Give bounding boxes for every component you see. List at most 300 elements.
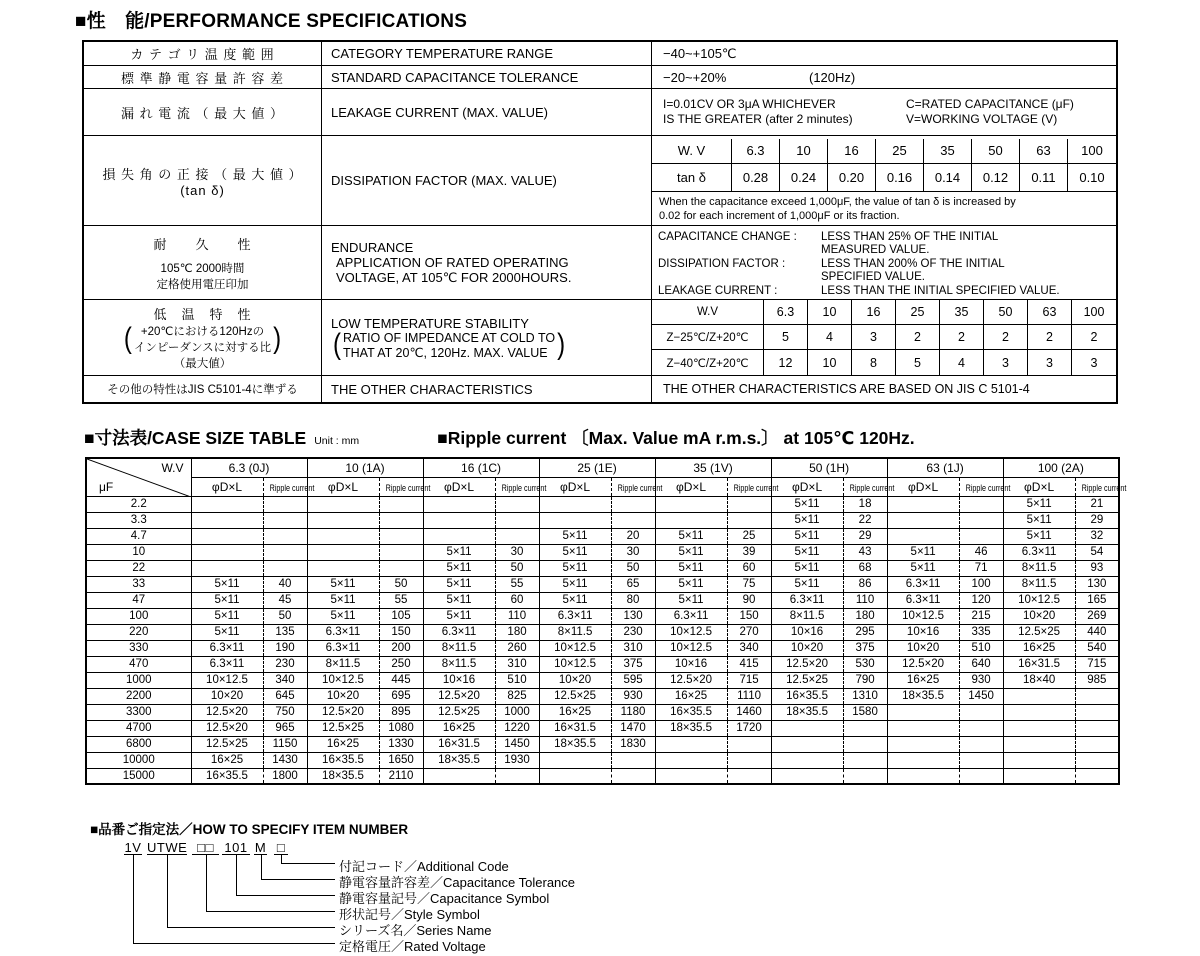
case-table-row <box>86 688 1119 704</box>
wv-voltage: 16 <box>828 139 876 164</box>
endurance-value-cell <box>652 226 1116 299</box>
case-cell-ripple <box>263 560 307 576</box>
case-cell-ripple <box>1075 752 1119 768</box>
case-cell-ripple: 790 <box>843 672 887 688</box>
case-cell-size: 6.3×11 <box>655 608 727 624</box>
lowtemp-label-en <box>322 300 652 375</box>
case-cell-size: 8×11.5 <box>307 656 379 672</box>
tan-delta-label: tan δ <box>652 164 732 192</box>
case-cell-size: 12.5×25 <box>771 672 843 688</box>
case-cell-size: 6.3×11 <box>191 656 263 672</box>
case-cell-ripple <box>843 752 887 768</box>
case-cell-ripple: 130 <box>611 608 655 624</box>
case-cell-ripple <box>727 768 771 784</box>
case-cell-size <box>1003 736 1075 752</box>
case-cell-ripple: 180 <box>495 624 539 640</box>
case-cell-size: 8×11.5 <box>771 608 843 624</box>
case-cell-ripple: 1220 <box>495 720 539 736</box>
case-row-uf: 2.2 <box>86 496 191 512</box>
case-cell-ripple <box>959 720 1003 736</box>
case-cell-ripple: 375 <box>611 656 655 672</box>
case-cell-size: 5×11 <box>1003 512 1075 528</box>
case-cell-ripple <box>959 528 1003 544</box>
wv-voltage: 50 <box>972 139 1020 164</box>
case-size-title: ■寸法表/CASE SIZE TABLE <box>84 428 307 448</box>
tolerance-value-cell <box>652 66 1116 88</box>
endurance-en-line2: APPLICATION OF RATED OPERATING <box>336 254 569 270</box>
wv-voltage: 63 <box>1020 139 1068 164</box>
case-table-row <box>86 656 1119 672</box>
case-cell-size: 5×11 <box>539 544 611 560</box>
case-cell-ripple: 310 <box>495 656 539 672</box>
case-cell-ripple <box>379 544 423 560</box>
item-number-token: □□ <box>192 840 219 855</box>
case-cell-ripple <box>263 528 307 544</box>
case-cell-ripple: 150 <box>727 608 771 624</box>
case-cell-size: 5×11 <box>771 560 843 576</box>
case-cell-ripple: 22 <box>843 512 887 528</box>
wv-voltage: 100 <box>1068 139 1116 164</box>
case-cell-ripple: 715 <box>1075 656 1119 672</box>
case-cell-ripple: 54 <box>1075 544 1119 560</box>
case-cell-ripple <box>959 768 1003 784</box>
case-cell-ripple: 50 <box>611 560 655 576</box>
wv-voltage: 35 <box>940 300 984 325</box>
case-cell-size: 5×11 <box>307 608 379 624</box>
case-cell-size <box>655 512 727 528</box>
case-cell-ripple <box>1075 720 1119 736</box>
case-cell-ripple: 60 <box>495 592 539 608</box>
case-cell-ripple <box>727 496 771 512</box>
case-cell-size <box>887 768 959 784</box>
case-cell-size: 5×11 <box>307 576 379 592</box>
tolerance-label-en: STANDARD CAPACITANCE TOLERANCE <box>322 66 652 88</box>
case-row-uf: 10 <box>86 544 191 560</box>
case-table-row <box>86 544 1119 560</box>
case-cell-ripple: 80 <box>611 592 655 608</box>
case-cell-size <box>191 528 263 544</box>
case-cell-size <box>887 752 959 768</box>
case-cell-size <box>307 544 379 560</box>
endurance-item-line2: MEASURED VALUE. <box>821 244 930 257</box>
impedance-ratio-value: 2 <box>940 325 984 350</box>
ripple-current-title: ■Ripple current 〔Max. Value mA r.m.s.〕 at 105℃ 120Hz. <box>437 428 915 448</box>
case-cell-ripple: 965 <box>263 720 307 736</box>
case-header-size: φD×L <box>1003 477 1075 496</box>
case-cell-size <box>191 544 263 560</box>
category-label-en: CATEGORY TEMPERATURE RANGE <box>322 42 652 65</box>
case-cell-size: 10×20 <box>771 640 843 656</box>
case-cell-ripple: 55 <box>495 576 539 592</box>
case-cell-size: 12.5×20 <box>191 704 263 720</box>
case-header-ripple-text: Ripple current <box>1081 482 1127 493</box>
lowtemp-jp-line1: +20℃における120Hzの <box>140 326 265 338</box>
case-cell-size: 8×11.5 <box>539 624 611 640</box>
case-cell-size: 10×20 <box>307 688 379 704</box>
row-other-characteristics <box>84 376 1116 402</box>
tolerance-frequency: (120Hz) <box>809 69 856 85</box>
case-cell-size: 12.5×20 <box>887 656 959 672</box>
case-cell-ripple: 540 <box>1075 640 1119 656</box>
dissipation-label-en: DISSIPATION FACTOR (MAX. VALUE) <box>322 136 652 225</box>
case-header-ripple <box>843 477 894 496</box>
case-cell-size: 5×11 <box>887 544 959 560</box>
case-cell-size <box>307 528 379 544</box>
case-cell-ripple: 1650 <box>379 752 423 768</box>
case-cell-ripple: 269 <box>1075 608 1119 624</box>
leakage-label-en: LEAKAGE CURRENT (MAX. VALUE) <box>322 89 652 135</box>
case-cell-ripple: 375 <box>843 640 887 656</box>
endurance-jp-line2: 定格使用電圧印加 <box>156 278 249 291</box>
case-cell-size: 10×16 <box>887 624 959 640</box>
case-cell-ripple: 415 <box>727 656 771 672</box>
case-cell-size: 16×25 <box>887 672 959 688</box>
case-header-ripple <box>959 477 1011 496</box>
case-header-size: φD×L <box>423 477 495 496</box>
case-cell-ripple: 60 <box>727 560 771 576</box>
case-cell-size <box>655 752 727 768</box>
case-cell-size: 6.3×11 <box>307 640 379 656</box>
dissipation-wv-table <box>652 139 1116 192</box>
case-cell-ripple: 895 <box>379 704 423 720</box>
case-cell-ripple: 340 <box>263 672 307 688</box>
case-cell-ripple: 200 <box>379 640 423 656</box>
case-cell-ripple: 110 <box>843 592 887 608</box>
wv-voltage: 25 <box>876 139 924 164</box>
leakage-formula-line2: IS THE GREATER (after 2 minutes) <box>663 112 853 126</box>
case-header-size: φD×L <box>771 477 843 496</box>
dissipation-value-cell <box>652 136 1116 225</box>
case-cell-size <box>655 768 727 784</box>
case-cell-ripple: 120 <box>959 592 1003 608</box>
case-cell-ripple: 45 <box>263 592 307 608</box>
case-header-ripple-text: Ripple current <box>965 482 1011 493</box>
case-cell-size: 5×11 <box>423 592 495 608</box>
leakage-formula-block <box>663 97 1116 127</box>
item-number-token: □ <box>274 840 288 855</box>
case-cell-ripple: 100 <box>959 576 1003 592</box>
case-cell-size <box>191 560 263 576</box>
case-cell-ripple: 20 <box>611 528 655 544</box>
case-cell-ripple: 1450 <box>495 736 539 752</box>
case-cell-ripple: 1000 <box>495 704 539 720</box>
case-cell-ripple <box>379 512 423 528</box>
case-cell-size <box>771 736 843 752</box>
item-number-label: 形状記号／Style Symbol <box>339 907 480 922</box>
case-cell-size <box>887 736 959 752</box>
lowtemp-en-paren-lines <box>343 331 555 360</box>
case-size-table <box>85 457 1127 785</box>
case-cell-size: 5×11 <box>655 560 727 576</box>
case-cell-size <box>307 560 379 576</box>
leakage-value-cell <box>652 89 1116 135</box>
row-dissipation-factor <box>84 136 1116 226</box>
case-cell-ripple: 2110 <box>379 768 423 784</box>
leakage-legend-line1: C=RATED CAPACITANCE (μF) <box>906 97 1074 111</box>
case-cell-size: 18×35.5 <box>423 752 495 768</box>
impedance-ratio-value: 5 <box>896 350 940 375</box>
close-paren: ) <box>557 327 566 362</box>
case-cell-ripple: 1720 <box>727 720 771 736</box>
case-cell-ripple: 190 <box>263 640 307 656</box>
case-cell-size <box>423 496 495 512</box>
case-cell-ripple <box>495 768 539 784</box>
case-cell-ripple: 75 <box>727 576 771 592</box>
case-row-uf: 3300 <box>86 704 191 720</box>
case-cell-ripple: 1830 <box>611 736 655 752</box>
case-header-ripple-text: Ripple current <box>617 482 662 493</box>
case-cell-size: 10×12.5 <box>1003 592 1075 608</box>
case-cell-ripple <box>959 704 1003 720</box>
case-cell-size: 16×31.5 <box>539 720 611 736</box>
impedance-ratio-value: 3 <box>852 325 896 350</box>
case-cell-size <box>191 496 263 512</box>
corner-wv-label: W.V <box>161 461 184 475</box>
case-cell-ripple <box>959 752 1003 768</box>
dissipation-label-jp <box>84 136 322 225</box>
case-cell-size: 16×25 <box>655 688 727 704</box>
case-cell-size: 5×11 <box>307 592 379 608</box>
endurance-item-line1: LESS THAN 25% OF THE INITIAL <box>821 230 999 243</box>
case-cell-size: 12.5×25 <box>1003 624 1075 640</box>
case-cell-size: 12.5×25 <box>539 688 611 704</box>
impedance-ratio-value: 3 <box>1028 350 1072 375</box>
case-cell-size: 5×11 <box>655 528 727 544</box>
case-cell-size <box>1003 688 1075 704</box>
case-header-ripple-text: Ripple current <box>733 482 778 493</box>
case-cell-ripple: 50 <box>495 560 539 576</box>
dissipation-note-line2: 0.02 for each increment of 1,000μF or its fraction. <box>659 209 900 222</box>
case-cell-ripple <box>495 528 539 544</box>
dissipation-note <box>652 192 1116 223</box>
case-table-row <box>86 768 1119 784</box>
lowtemp-en-line3: THAT AT 20℃, 120Hz. MAX. VALUE <box>343 345 548 360</box>
case-cell-size: 10×20 <box>1003 608 1075 624</box>
tan-delta-value: 0.16 <box>876 164 924 192</box>
case-cell-ripple: 1580 <box>843 704 887 720</box>
row-leakage-current <box>84 89 1116 136</box>
case-cell-size <box>539 768 611 784</box>
case-row-uf: 10000 <box>86 752 191 768</box>
case-cell-size <box>887 512 959 528</box>
case-cell-size: 5×11 <box>655 576 727 592</box>
case-cell-size: 5×11 <box>1003 496 1075 512</box>
endurance-item-line1: LESS THAN THE INITIAL SPECIFIED VALUE. <box>821 284 1060 297</box>
case-cell-ripple <box>495 496 539 512</box>
case-cell-size: 16×25 <box>191 752 263 768</box>
case-table-row <box>86 496 1119 512</box>
case-cell-size: 16×35.5 <box>307 752 379 768</box>
case-cell-ripple: 310 <box>611 640 655 656</box>
case-cell-ripple <box>727 736 771 752</box>
endurance-item-text <box>821 258 1116 285</box>
case-cell-ripple: 1800 <box>263 768 307 784</box>
lowtemp-jp-paren <box>122 323 283 355</box>
row-endurance <box>84 226 1116 300</box>
case-cell-size: 10×16 <box>423 672 495 688</box>
case-table-row <box>86 704 1119 720</box>
case-row-uf: 4.7 <box>86 528 191 544</box>
case-cell-size <box>655 736 727 752</box>
case-cell-ripple: 335 <box>959 624 1003 640</box>
case-corner-cell <box>86 458 191 496</box>
case-cell-size: 5×11 <box>771 576 843 592</box>
case-cell-ripple: 1330 <box>379 736 423 752</box>
case-cell-size: 5×11 <box>423 544 495 560</box>
item-number-label: 付記コード／Additional Code <box>339 859 509 874</box>
case-header-voltage: 35 (1V) <box>655 458 771 477</box>
case-cell-size: 6.3×11 <box>771 592 843 608</box>
item-number-diagram <box>90 838 1200 956</box>
open-paren: ( <box>123 321 132 356</box>
case-cell-size <box>423 768 495 784</box>
lowtemp-jp-title: 低 温 特 性 <box>153 307 252 322</box>
tolerance-label-jp: 標 準 静 電 容 量 許 容 差 <box>84 66 322 88</box>
case-cell-ripple <box>379 528 423 544</box>
leakage-formula-line1: I=0.01CV OR 3μA WHICHEVER <box>663 97 836 111</box>
case-cell-size: 18×35.5 <box>539 736 611 752</box>
case-cell-size: 12.5×25 <box>307 720 379 736</box>
case-cell-ripple: 29 <box>843 528 887 544</box>
case-cell-ripple: 1450 <box>959 688 1003 704</box>
wv-header-label: W. V <box>652 139 732 164</box>
case-cell-size: 12.5×25 <box>191 736 263 752</box>
wv-voltage: 6.3 <box>764 300 808 325</box>
case-header-voltage: 10 (1A) <box>307 458 423 477</box>
leakage-legend <box>906 97 1116 127</box>
case-cell-ripple: 1470 <box>611 720 655 736</box>
dissipation-label-jp-sub: (tan δ) <box>180 182 225 198</box>
lowtemp-jp-line3: （最大値） <box>173 358 232 370</box>
case-cell-ripple: 230 <box>611 624 655 640</box>
case-row-uf: 330 <box>86 640 191 656</box>
case-cell-ripple: 150 <box>379 624 423 640</box>
case-table-row <box>86 640 1119 656</box>
case-row-uf: 220 <box>86 624 191 640</box>
case-table-row <box>86 608 1119 624</box>
case-cell-size: 16×25 <box>1003 640 1075 656</box>
case-cell-size: 12.5×20 <box>771 656 843 672</box>
case-row-uf: 2200 <box>86 688 191 704</box>
case-row-uf: 1000 <box>86 672 191 688</box>
case-cell-size: 12.5×20 <box>423 688 495 704</box>
case-cell-size: 16×25 <box>423 720 495 736</box>
case-header-voltage: 50 (1H) <box>771 458 887 477</box>
wv-voltage: 10 <box>808 300 852 325</box>
case-cell-ripple: 270 <box>727 624 771 640</box>
case-cell-ripple <box>843 768 887 784</box>
item-number-token: 101 <box>222 840 250 855</box>
wv-voltage: 25 <box>896 300 940 325</box>
wv-voltage: 35 <box>924 139 972 164</box>
wv-header-label: W.V <box>652 300 764 325</box>
case-cell-size: 12.5×20 <box>655 672 727 688</box>
case-header-voltage: 6.3 (0J) <box>191 458 307 477</box>
case-table-row <box>86 528 1119 544</box>
case-cell-ripple: 1460 <box>727 704 771 720</box>
tan-delta-value: 0.14 <box>924 164 972 192</box>
impedance-ratio-label: Z−25℃/Z+20℃ <box>652 325 764 350</box>
case-cell-ripple <box>379 496 423 512</box>
case-cell-size: 5×11 <box>655 544 727 560</box>
case-cell-size <box>887 720 959 736</box>
case-cell-ripple: 29 <box>1075 512 1119 528</box>
case-cell-ripple <box>1075 704 1119 720</box>
case-cell-ripple: 46 <box>959 544 1003 560</box>
endurance-label-jp <box>84 226 322 299</box>
category-label-jp: カ テ ゴ リ 温 度 範 囲 <box>84 42 322 65</box>
item-number-label: 静電容量記号／Capacitance Symbol <box>339 891 550 906</box>
case-cell-ripple: 93 <box>1075 560 1119 576</box>
tan-delta-value: 0.28 <box>732 164 780 192</box>
lowtemp-impedance-table <box>652 300 1116 375</box>
impedance-ratio-value: 8 <box>852 350 896 375</box>
case-cell-size: 10×12.5 <box>887 608 959 624</box>
case-cell-size <box>423 512 495 528</box>
case-cell-size: 5×11 <box>539 576 611 592</box>
endurance-item-label: CAPACITANCE CHANGE : <box>658 230 797 243</box>
case-header-ripple <box>495 477 546 496</box>
case-cell-ripple: 32 <box>1075 528 1119 544</box>
case-cell-size <box>655 496 727 512</box>
case-row-uf: 3.3 <box>86 512 191 528</box>
case-cell-ripple: 180 <box>843 608 887 624</box>
case-cell-ripple: 1310 <box>843 688 887 704</box>
impedance-ratio-value: 2 <box>896 325 940 350</box>
case-cell-size: 5×11 <box>655 592 727 608</box>
endurance-jp-line1: 105℃ 2000時間 <box>160 262 245 275</box>
lowtemp-jp-line2: インピーダンスに対する比 <box>133 342 272 354</box>
case-cell-size: 5×11 <box>539 560 611 576</box>
case-cell-ripple: 1150 <box>263 736 307 752</box>
case-cell-size <box>191 512 263 528</box>
case-cell-ripple: 1180 <box>611 704 655 720</box>
case-cell-size: 6.3×11 <box>887 592 959 608</box>
lowtemp-jp-paren-lines <box>134 323 271 355</box>
endurance-item-label: DISSIPATION FACTOR : <box>658 257 786 270</box>
case-cell-size <box>307 496 379 512</box>
case-size-section-title <box>84 425 1200 450</box>
item-number-token: UTWE <box>147 840 188 855</box>
case-header-size: φD×L <box>887 477 959 496</box>
case-cell-size: 5×11 <box>771 512 843 528</box>
impedance-ratio-value: 3 <box>1090 355 1098 370</box>
endurance-item-line2: SPECIFIED VALUE. <box>821 271 925 284</box>
impedance-ratio-value: 5 <box>764 325 808 350</box>
case-cell-size: 5×11 <box>191 624 263 640</box>
case-cell-ripple: 295 <box>843 624 887 640</box>
case-cell-size: 6.3×11 <box>1003 544 1075 560</box>
case-cell-size: 5×11 <box>191 592 263 608</box>
case-cell-size <box>771 768 843 784</box>
case-cell-ripple: 18 <box>843 496 887 512</box>
endurance-item-label: LEAKAGE CURRENT : <box>658 284 778 297</box>
case-cell-size: 10×12.5 <box>191 672 263 688</box>
case-header-size: φD×L <box>655 477 727 496</box>
case-size-unit: Unit : mm <box>314 435 360 447</box>
row-category-temp-range <box>84 42 1116 66</box>
case-cell-size: 16×31.5 <box>423 736 495 752</box>
case-cell-size: 18×35.5 <box>655 720 727 736</box>
case-table-row <box>86 752 1119 768</box>
case-cell-ripple: 250 <box>379 656 423 672</box>
case-cell-ripple: 50 <box>379 576 423 592</box>
case-cell-ripple: 68 <box>843 560 887 576</box>
case-cell-size: 10×16 <box>655 656 727 672</box>
connector-line <box>281 855 335 864</box>
endurance-en-line3: VOLTAGE, AT 105℃ FOR 2000HOURS. <box>336 269 572 285</box>
lowtemp-en-line2: RATIO OF IMPEDANCE AT COLD TO <box>343 330 556 345</box>
